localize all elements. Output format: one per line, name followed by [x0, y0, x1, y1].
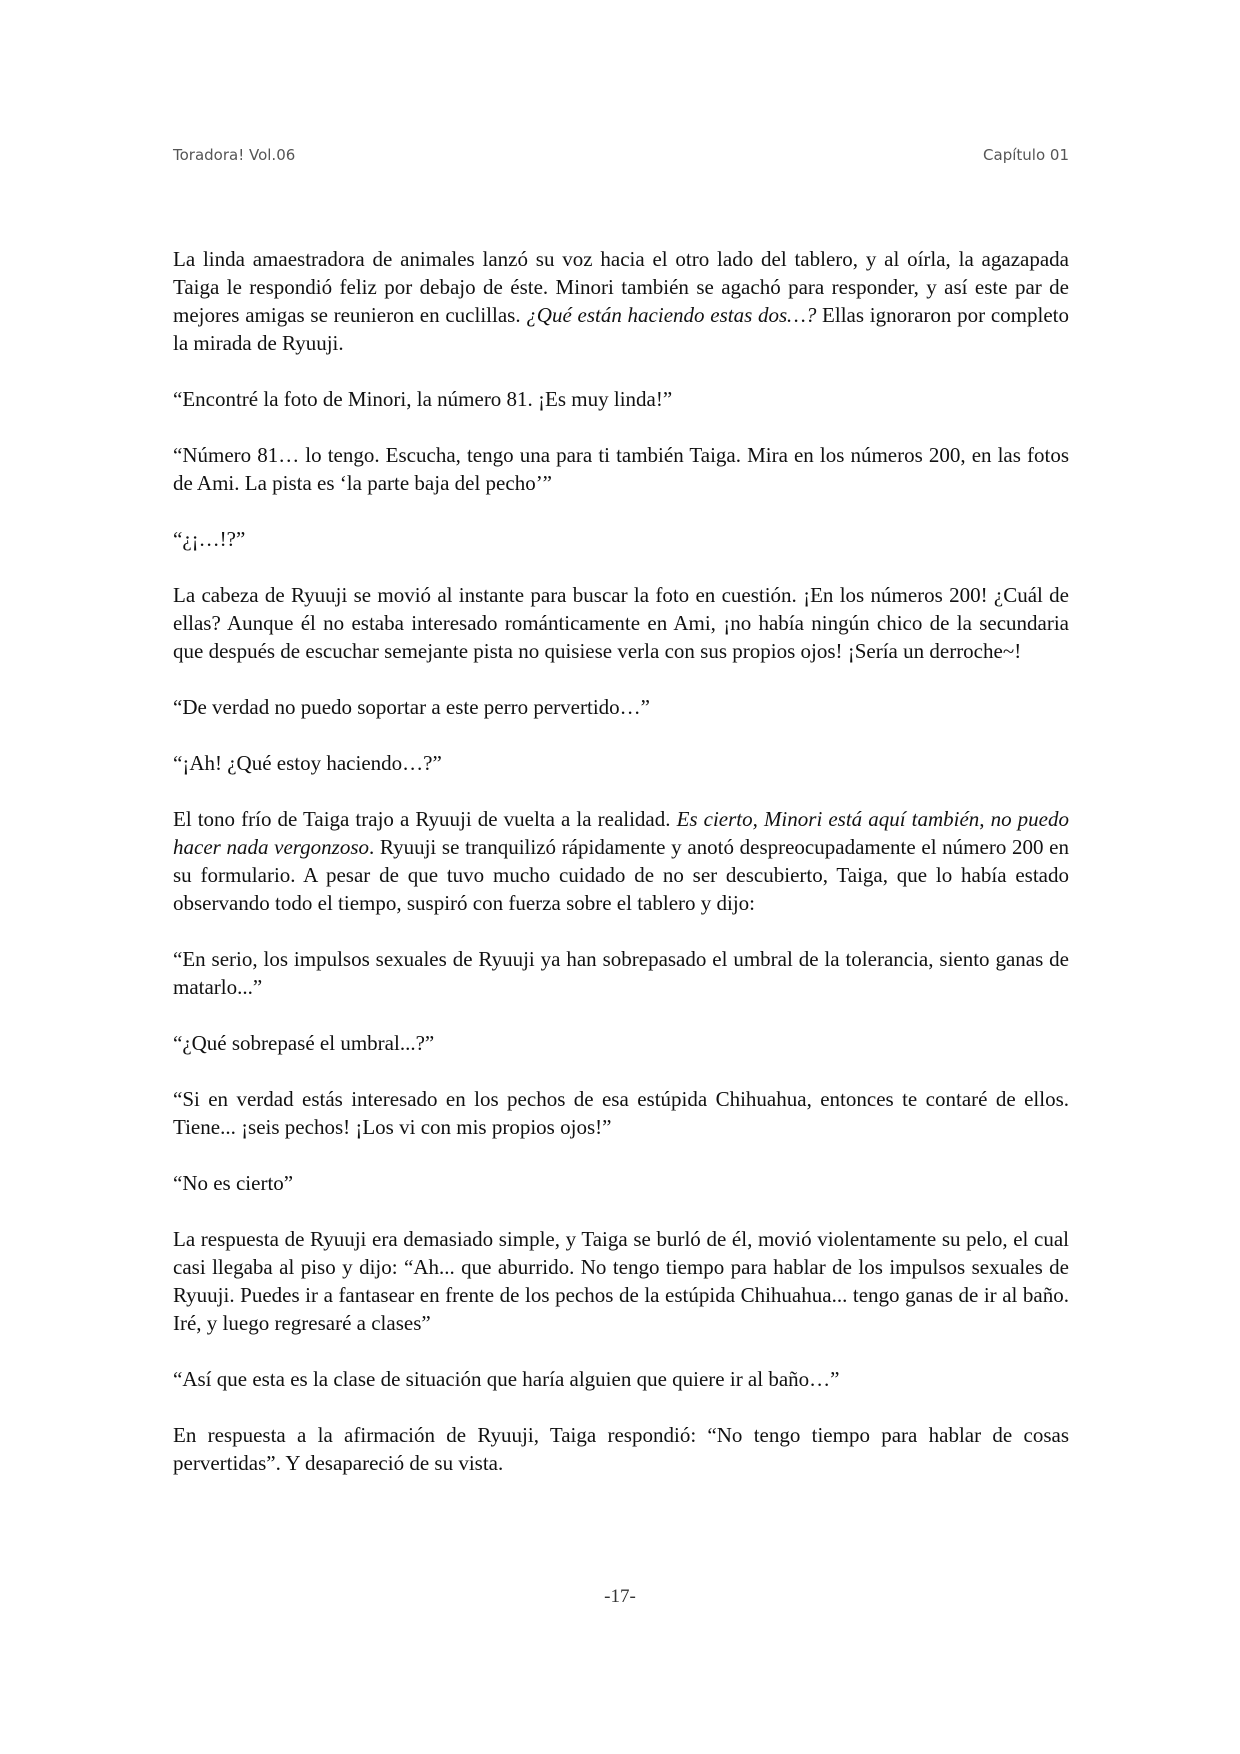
paragraph: “¿Qué sobrepasé el umbral...?”: [173, 1031, 435, 1055]
paragraph: “Así que esta es la clase de situación que haría alguien que quiere ir al baño…”: [173, 1367, 840, 1391]
paragraph: “No es cierto”: [173, 1171, 294, 1195]
paragraph: La cabeza de Ryuuji se movió al instante para buscar la foto en cuestión. ¡En los números 200! ¿Cuál de ellas? Aunque él no estaba interesado románticamente en Ami, ¡no había ningún chico de la secundaria que después de escuchar semejante pista no quisiese verla con sus propios ojos! ¡Sería un derroche~!: [173, 583, 1069, 663]
body-text: [173, 245, 1069, 1477]
paragraph: “En serio, los impulsos sexuales de Ryuuji ya han sobrepasado el umbral de la tolerancia, siento ganas de matarlo...”: [173, 947, 1069, 999]
paragraph: “¡Ah! ¿Qué estoy haciendo…?”: [173, 751, 442, 775]
header-chapter: Capítulo 01: [983, 146, 1069, 164]
paragraph: El tono frío de Taiga trajo a Ryuuji de vuelta a la realidad. Es cierto, Minori está aquí también, no puedo hacer nada vergonzoso. Ryuuji se tranquilizó rápidamente y anotó despreocupadamente el número 200 en su formulario. A pesar de que tuvo mucho cuidado de no ser descubierto, Taiga, que lo había estado observando todo el tiempo, suspiró con fuerza sobre el tablero y dijo:: [173, 807, 1069, 915]
page-number: -17-: [604, 1586, 636, 1607]
paragraph: “Si en verdad estás interesado en los pechos de esa estúpida Chihuahua, entonces te contaré de ellos. Tiene... ¡seis pechos! ¡Los vi con mis propios ojos!”: [173, 1087, 1069, 1139]
paragraph: “¿¡…!?”: [173, 527, 246, 551]
paragraph: La respuesta de Ryuuji era demasiado simple, y Taiga se burló de él, movió violentamente su pelo, el cual casi llegaba al piso y dijo: “Ah... que aburrido. No tengo tiempo para hablar de los impulsos sexuales de Ryuuji. Puedes ir a fantasear en frente de los pechos de la estúpida Chihuahua... tengo ganas de ir al baño. Iré, y luego regresaré a clases”: [173, 1227, 1069, 1335]
paragraph: “Encontré la foto de Minori, la número 81. ¡Es muy linda!”: [173, 387, 673, 411]
paragraph: “Número 81… lo tengo. Escucha, tengo una para ti también Taiga. Mira en los números 200, en las fotos de Ami. La pista es ‘la parte baja del pecho’”: [173, 443, 1069, 495]
paragraph: La linda amaestradora de animales lanzó su voz hacia el otro lado del tablero, y al oírla, la agazapada Taiga le respondió feliz por debajo de éste. Minori también se agachó para responder, y así este par de mejores amigas se reunieron en cuclillas. ¿Qué están haciendo estas dos…? Ellas ignoraron por completo la mirada de Ryuuji.: [173, 247, 1069, 355]
header-book-title: Toradora! Vol.06: [173, 146, 296, 164]
paragraph: “De verdad no puedo soportar a este perro pervertido…”: [173, 695, 650, 719]
paragraph: En respuesta a la afirmación de Ryuuji, Taiga respondió: “No tengo tiempo para hablar de cosas pervertidas”. Y desapareció de su vista.: [173, 1423, 1069, 1475]
running-header: [173, 146, 1069, 170]
